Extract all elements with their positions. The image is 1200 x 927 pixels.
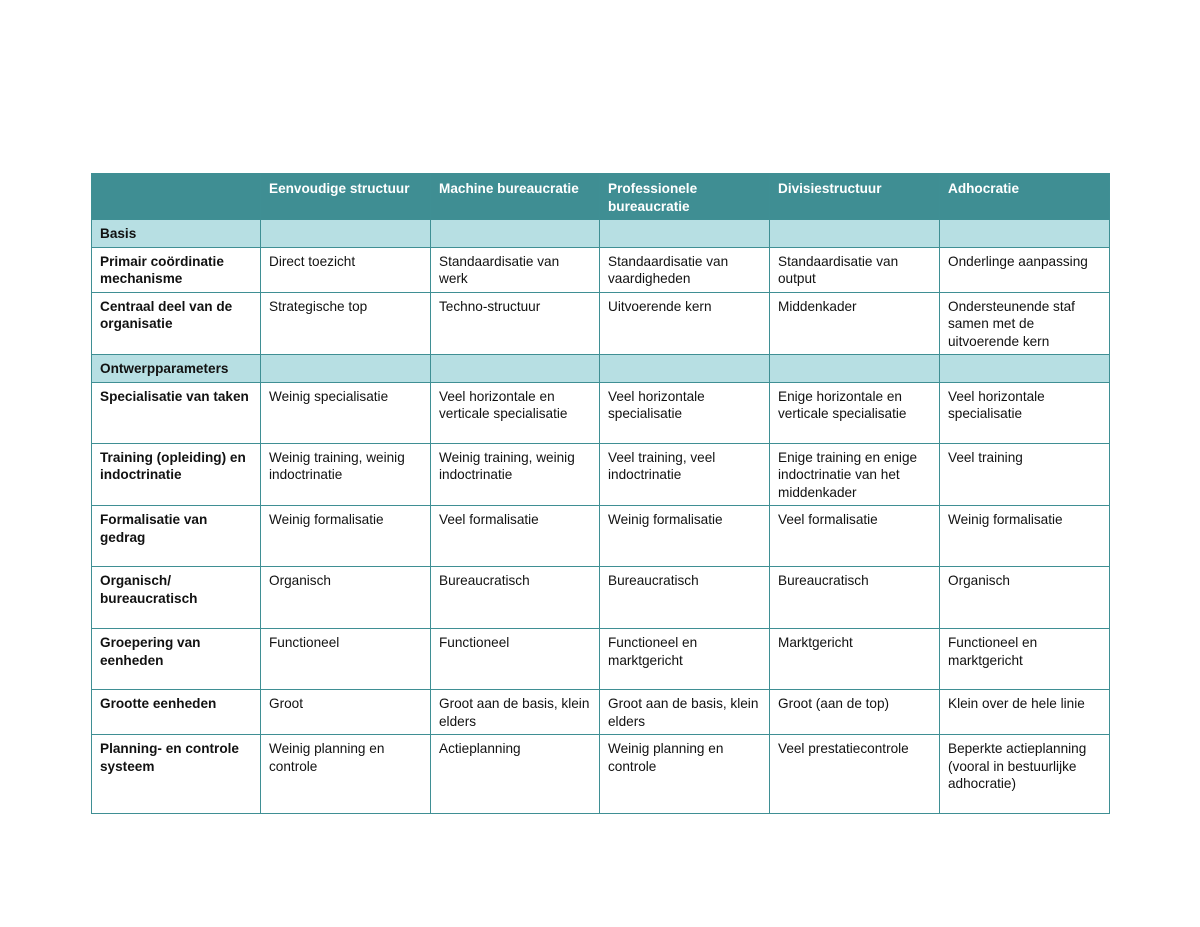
section-row-ontwerpparameters: [92, 355, 1110, 383]
table-cell: Groot: [261, 690, 431, 735]
table-cell: Bureaucratisch: [431, 567, 600, 629]
table-cell: Middenkader: [770, 292, 940, 355]
table-row: [92, 382, 1110, 443]
table-cell: Standaardisatie van werk: [431, 247, 600, 292]
table-cell: Techno-structuur: [431, 292, 600, 355]
structure-comparison-table: [91, 173, 1110, 814]
table-cell: Organisch: [940, 567, 1110, 629]
table-cell: Functioneel en marktgericht: [940, 629, 1110, 690]
table-cell: Beperkte actieplanning (vooral in bestuurlijke adhocratie): [940, 735, 1110, 814]
header-eenvoudige-structuur: Eenvoudige structuur: [261, 174, 431, 220]
table-cell: Ondersteunende staf samen met de uitvoerende kern: [940, 292, 1110, 355]
table-cell: Groot (aan de top): [770, 690, 940, 735]
row-label: Training (opleiding) en indoctrinatie: [92, 443, 261, 506]
section-label: Ontwerpparameters: [92, 355, 261, 383]
header-corner: [92, 174, 261, 220]
table-cell: Actieplanning: [431, 735, 600, 814]
table-cell: Veel prestatiecontrole: [770, 735, 940, 814]
table-row: [92, 292, 1110, 355]
table-cell: Strategische top: [261, 292, 431, 355]
table-cell: Weinig planning en controle: [261, 735, 431, 814]
table-cell: Bureaucratisch: [600, 567, 770, 629]
table-cell: Weinig training, weinig indoctrinatie: [431, 443, 600, 506]
table-cell: Veel horizontale specialisatie: [600, 382, 770, 443]
row-label: Specialisatie van taken: [92, 382, 261, 443]
row-label: Formalisatie van gedrag: [92, 506, 261, 567]
table-cell: Uitvoerende kern: [600, 292, 770, 355]
table-cell: Standaardisatie van vaardigheden: [600, 247, 770, 292]
table-row: [92, 443, 1110, 506]
table-row: [92, 567, 1110, 629]
row-label: Centraal deel van de organisatie: [92, 292, 261, 355]
table-row: [92, 247, 1110, 292]
header-divisiestructuur: Divisiestructuur: [770, 174, 940, 220]
table-cell: Enige horizontale en verticale specialisatie: [770, 382, 940, 443]
table-cell: Groot aan de basis, klein elders: [431, 690, 600, 735]
table-row: [92, 690, 1110, 735]
table-cell: Enige training en enige indoctrinatie van het middenkader: [770, 443, 940, 506]
table-row: [92, 735, 1110, 814]
table-cell: Onderlinge aanpassing: [940, 247, 1110, 292]
table-cell: Veel training: [940, 443, 1110, 506]
table-cell: Veel formalisatie: [431, 506, 600, 567]
header-adhocratie: Adhocratie: [940, 174, 1110, 220]
table-cell: Veel formalisatie: [770, 506, 940, 567]
table-cell: Weinig formalisatie: [600, 506, 770, 567]
section-row-basis: [92, 220, 1110, 248]
table-cell: Veel training, veel indoctrinatie: [600, 443, 770, 506]
table-cell: Marktgericht: [770, 629, 940, 690]
row-label: Organisch/ bureaucratisch: [92, 567, 261, 629]
header-machine-bureaucratie: Machine bureaucratie: [431, 174, 600, 220]
table-cell: Functioneel: [261, 629, 431, 690]
table-header-row: [92, 174, 1110, 220]
header-professionele-bureaucratie: Professionele bureaucratie: [600, 174, 770, 220]
table-cell: Organisch: [261, 567, 431, 629]
table-cell: Weinig specialisatie: [261, 382, 431, 443]
table-cell: Weinig training, weinig indoctrinatie: [261, 443, 431, 506]
table-cell: Veel horizontale specialisatie: [940, 382, 1110, 443]
table-cell: Weinig planning en controle: [600, 735, 770, 814]
row-label: Grootte eenheden: [92, 690, 261, 735]
table-cell: Veel horizontale en verticale specialisatie: [431, 382, 600, 443]
table-cell: Functioneel: [431, 629, 600, 690]
row-label: Primair coördinatie mechanisme: [92, 247, 261, 292]
row-label: Groepering van eenheden: [92, 629, 261, 690]
section-label: Basis: [92, 220, 261, 248]
table-cell: Standaardisatie van output: [770, 247, 940, 292]
row-label: Planning- en controle systeem: [92, 735, 261, 814]
table-cell: Klein over de hele linie: [940, 690, 1110, 735]
table-cell: Direct toezicht: [261, 247, 431, 292]
table-cell: Groot aan de basis, klein elders: [600, 690, 770, 735]
table-cell: Functioneel en marktgericht: [600, 629, 770, 690]
table-row: [92, 629, 1110, 690]
table-cell: Weinig formalisatie: [940, 506, 1110, 567]
table-cell: Weinig formalisatie: [261, 506, 431, 567]
table-row: [92, 506, 1110, 567]
table-cell: Bureaucratisch: [770, 567, 940, 629]
